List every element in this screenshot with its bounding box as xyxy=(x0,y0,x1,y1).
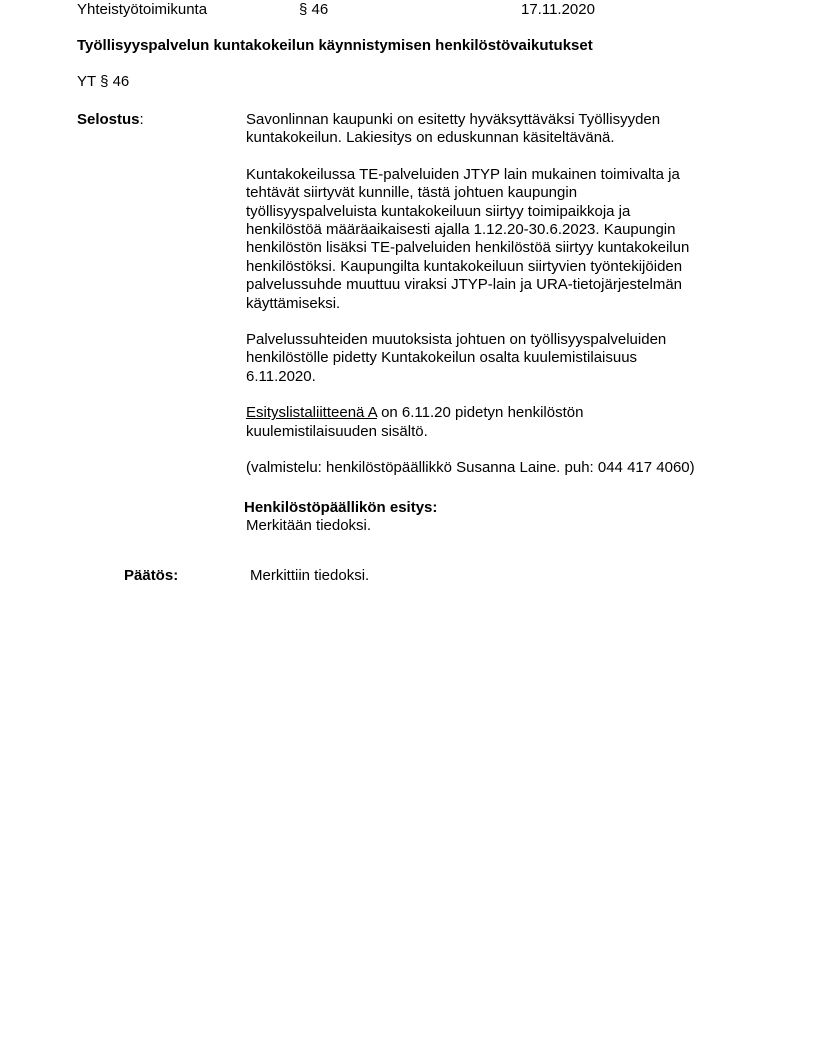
text-line: kuulemistilaisuuden sisältö. xyxy=(246,422,428,440)
selostus-body xyxy=(246,111,746,496)
decision-label: Päätös: xyxy=(124,567,179,584)
paragraph xyxy=(246,459,746,477)
text-line: 6.11.2020. xyxy=(246,367,316,385)
committee-name: Yhteistyötoimikunta xyxy=(77,1,208,18)
document-title: Työllisyyspalvelun kuntakokeilun käynnistymisen henkilöstövaikutukset xyxy=(77,37,593,54)
selostus-label: Selostus: xyxy=(77,111,144,128)
decision-text: Merkittiin tiedoksi. xyxy=(250,567,370,584)
text-line: palvelussuhde muuttuu viraksi JTYP-lain ja URA-tietojärjestelmän xyxy=(246,276,683,294)
proposal-heading: Henkilöstöpäällikön esitys: xyxy=(244,499,438,516)
paragraph xyxy=(246,111,746,148)
text-line: käyttämiseksi. xyxy=(246,294,341,312)
text-line: kuntakokeilun. Lakiesitys on eduskunnan käsiteltävänä. xyxy=(246,129,615,147)
text-line: Palvelussuhteiden muutoksista johtuen on työllisyyspalveluiden xyxy=(246,331,667,349)
reference-label: YT § 46 xyxy=(77,73,130,90)
text-line: henkilöstön lisäksi TE-palveluiden henkilöstöä siirtyy kuntakokeilun xyxy=(246,239,690,257)
text-line: Kuntakokeilussa TE-palveluiden JTYP lain mukainen toimivalta ja xyxy=(246,165,680,183)
section-number: § 46 xyxy=(299,1,329,18)
paragraph xyxy=(246,331,746,386)
text-fragment: on 6.11.20 pidetyn henkilöstön xyxy=(376,404,584,422)
text-line: tehtävät siirtyvät kunnille, tästä johtuen kaupungin xyxy=(246,184,578,202)
text-line: henkilöstöksi. Kaupungilta kuntakokeiluun siirtyvien työntekijöiden xyxy=(246,257,683,275)
preparer-contact: (valmistelu: henkilöstöpäällikkö Susanna Laine. puh: 044 417 4060) xyxy=(246,459,695,477)
paragraph xyxy=(246,166,746,313)
attachment-link[interactable]: Esityslistaliitteenä A xyxy=(246,404,377,422)
meeting-date: 17.11.2020 xyxy=(521,1,595,18)
text-line: henkilöstölle pidetty Kuntakokeilun osalta kuulemistilaisuus xyxy=(246,349,638,367)
text-line: Savonlinnan kaupunki on esitetty hyväksyttäväksi Työllisyyden xyxy=(246,111,661,128)
text-line: henkilöstöä määräaikaisesti ajalla 1.12.20-30.6.2023. Kaupungin xyxy=(246,221,676,239)
paragraph xyxy=(246,404,746,441)
text-line: työllisyyspalveluista kuntakokeiluun siirtyy toimipaikkoja ja xyxy=(246,202,631,220)
proposal-text: Merkitään tiedoksi. xyxy=(246,517,372,534)
text-line xyxy=(246,404,746,422)
